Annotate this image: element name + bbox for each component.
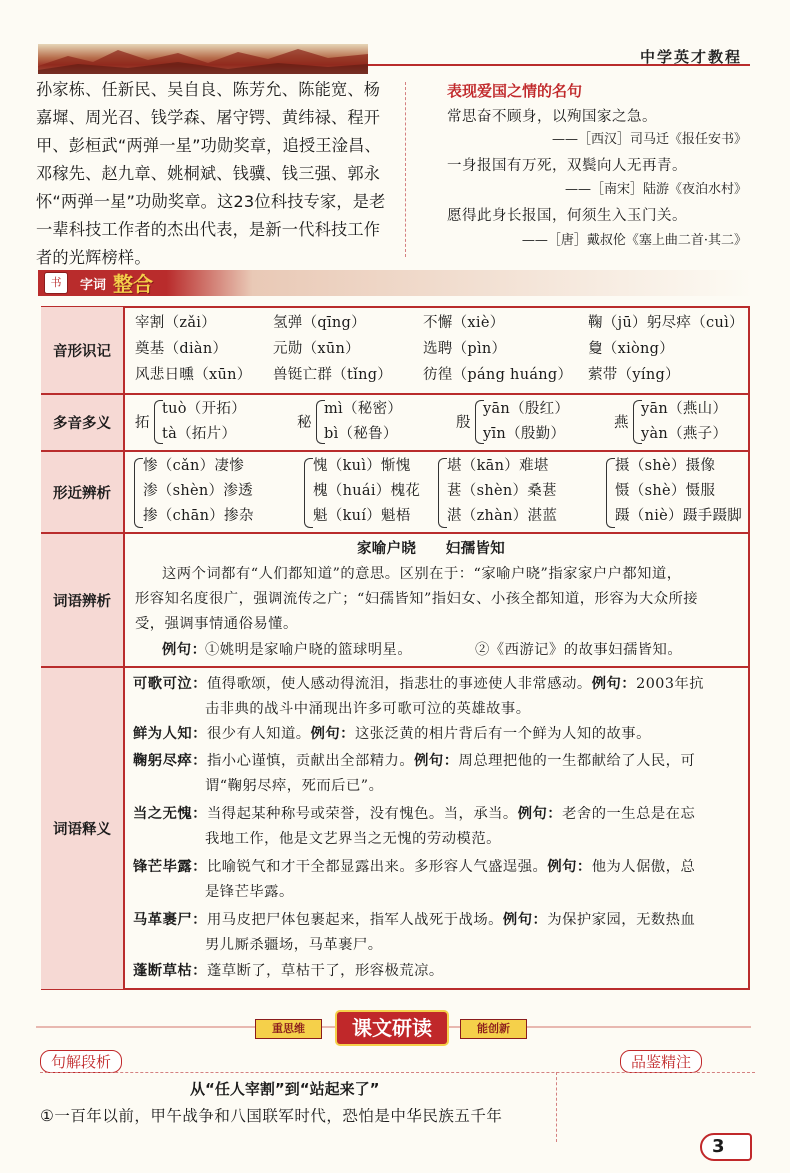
definition-cont: 是锋芒毕露。: [205, 884, 294, 900]
example-label: 例句：: [414, 753, 459, 769]
similar-char: 葚（shèn）桑葚: [447, 483, 557, 499]
polyphone-reading: bì（秘鲁）: [324, 426, 398, 442]
similar-char: 掺（chān）掺杂: [143, 508, 254, 524]
polyphone-reading: yān（燕山）: [641, 401, 728, 417]
row-header: 形近辨析: [41, 452, 125, 532]
definition: 指小心谨慎，贡献出全部精力。: [206, 753, 415, 769]
term: 鲜为人知：: [133, 726, 207, 742]
polyphone-char: 殷: [456, 415, 471, 431]
book-title: 中学英才教程: [640, 48, 743, 66]
quote-source: ——［西汉］司马迁《报任安书》: [551, 132, 747, 147]
brace-icon: [606, 458, 615, 528]
row-header: 音形识记: [41, 307, 125, 393]
similar-char: 惨（cǎn）凄惨: [143, 458, 245, 474]
similar-char: 湛（zhàn）湛蓝: [447, 508, 558, 524]
dashed-rule: [40, 1072, 755, 1074]
pinyin-item: 奠基（diàn）: [135, 341, 228, 357]
pinyin-item: 宰割（zǎi）: [135, 315, 217, 331]
example-label: 例句：: [517, 806, 563, 822]
brace-icon: [134, 458, 143, 528]
polyphone-reading: mì（秘密）: [324, 401, 403, 417]
intro-paragraph: 孙家栋、任新民、吴自良、陈芳允、陈能宽、杨嘉墀、周光召、钱学森、屠守锷、黄纬禄、程开甲、彭桓武“两弹一星”功勋奖章，追授王淦昌、邓稼先、赵九章、姚桐斌、钱骥、钱三强、郭永怀“两弹一星”功勋奖章。这23位科技专家，是老一辈科技工作者的杰出代表，是新一代科技工作者的光辉榜样。: [36, 80, 386, 267]
pinyin-item: 兽铤亡群（tǐng）: [273, 367, 393, 383]
article-title: 从“任人宰割”到“站起来了”: [190, 1080, 380, 1098]
example-sentence: ①姚明是家喻户晓的篮球明星。: [205, 642, 413, 658]
section-label-small: 字词: [80, 278, 107, 293]
pinyin-item: 选聘（pìn）: [423, 341, 507, 357]
definition-cont: 谓“鞠躬尽瘁，死而后已”。: [205, 778, 384, 794]
quote-line: 愿得此身长报国，何须生入玉门关。: [447, 208, 687, 224]
definition: 比喻锐气和才干全都显露出来。多形容人气盛逞强。: [206, 859, 548, 875]
pinyin-item: 彷徨（páng huáng）: [423, 367, 573, 383]
quote-line: 常思奋不顾身，以殉国家之急。: [447, 109, 657, 125]
similar-char: 堪（kān）难堪: [447, 458, 549, 474]
book-icon: 书: [44, 272, 68, 294]
term: 马革裹尸：: [133, 912, 207, 928]
landscape-banner-icon: [38, 44, 368, 74]
term: 蓬断草枯：: [133, 963, 207, 979]
term: 当之无愧：: [133, 806, 207, 822]
example: 周总理把他的一生都献给了人民，可: [458, 753, 696, 769]
polyphone-reading: yīn（殷勤）: [483, 426, 566, 442]
cibian-line: 形容知名度很广，强调流传之广；“妇孺皆知”指妇女、小孩全都知道，形容为大众所接: [135, 591, 699, 607]
similar-char: 愧（kuì）惭愧: [313, 458, 411, 474]
row-divider: [41, 666, 750, 668]
pinyin-item: 萦带（yíng）: [588, 367, 680, 383]
polyphone-reading: yān（殷红）: [483, 401, 570, 417]
pinyin-item: 不懈（xiè）: [423, 315, 505, 331]
example-label: 例句：: [502, 912, 548, 928]
definition-item: [133, 749, 745, 774]
article-text: ①一百年以前，甲午战争和八国联军时代，恐怕是中华民族五千年: [40, 1107, 503, 1125]
tag-left: 重思维: [255, 1019, 322, 1039]
similar-char: 蹑（niè）蹑手蹑脚: [615, 508, 743, 524]
quote-source: ——［南宋］陆游《夜泊水村》: [564, 182, 747, 197]
similar-char: 慑（shè）慑服: [615, 483, 716, 499]
definition-item: [133, 959, 745, 984]
pinyin-item: 敻（xiòng）: [588, 341, 675, 357]
row-divider: [41, 450, 750, 452]
example-label: 例句：: [162, 642, 207, 658]
similar-char: 渗（shèn）渗透: [143, 483, 253, 499]
cibian-title: 家喻户晓 妇孺皆知: [357, 541, 505, 557]
definition-item: [133, 672, 745, 697]
definition-cont: 我地工作，他是文艺界当之无愧的劳动模范。: [205, 831, 501, 847]
cibian-line: 这两个词都有“人们都知道”的意思。区别在于：“家喻户晓”指家家户户都知道，: [162, 566, 682, 582]
example-label: 例句：: [547, 859, 592, 875]
example: 2003年抗: [636, 676, 705, 692]
polyphone-char: 拓: [135, 415, 150, 431]
example: 为保护家园，无数热血: [547, 912, 696, 928]
brace-icon: [304, 458, 313, 528]
definition-item: [133, 722, 745, 747]
definition-cont: 击非典的战斗中涌现出许多可歌可泣的英雄故事。: [205, 701, 531, 717]
section-heading: 课文研读: [337, 1012, 447, 1044]
similar-char: 摄（shè）摄像: [615, 458, 716, 474]
row-header: 多音多义: [41, 395, 125, 450]
definition-item: [133, 802, 745, 827]
polyphone-reading: tuò（开拓）: [162, 401, 246, 417]
row-divider: [41, 532, 750, 534]
pinyin-item: 鞠（jū）躬尽瘁（cuì）: [588, 315, 744, 331]
example: 他为人倨傲，总: [591, 859, 696, 875]
dashed-divider: [556, 1072, 558, 1142]
label-notes: 品鉴精注: [620, 1050, 702, 1073]
definition: 当得起某种称号或荣誉，没有愧色。当，承当。: [206, 806, 518, 822]
example-label: 例句：: [591, 676, 637, 692]
section-label-big: 整合: [113, 272, 153, 296]
definition: 值得歌颂，使人感动得流泪，指悲壮的事迹使人非常感动。: [206, 676, 592, 692]
example-sentence: ②《西游记》的故事妇孺皆知。: [475, 642, 683, 658]
label-analysis: 句解段析: [40, 1050, 122, 1073]
polyphone-char: 秘: [297, 415, 312, 431]
cibian-line: 受，强调事情通俗易懂。: [135, 616, 298, 632]
polyphone-char: 燕: [614, 415, 629, 431]
brace-icon: [438, 458, 447, 528]
quote-source: ——［唐］戴叔伦《塞上曲二首·其二》: [521, 233, 747, 248]
similar-char: 槐（huái）槐花: [313, 483, 421, 499]
row-divider: [41, 393, 750, 395]
definition-item: [133, 908, 745, 933]
definition-item: [133, 855, 745, 880]
pinyin-item: 氢弹（qīng）: [273, 315, 366, 331]
definition-cont: 男儿厮杀疆场，马革裹尸。: [205, 937, 383, 953]
definition: 很少有人知道。: [206, 726, 311, 742]
polyphone-reading: tà（拓片）: [162, 426, 237, 442]
definition: 蓬草断了，草枯干了，形容极荒凉。: [206, 963, 444, 979]
pinyin-item: 元勋（xūn）: [273, 341, 360, 357]
similar-char: 魁（kuí）魁梧: [313, 508, 411, 524]
quote-line: 一身报国有万死，双鬓向人无再青。: [447, 158, 687, 174]
quote-divider: [405, 82, 407, 257]
pinyin-item: 风悲日曛（xūn）: [135, 367, 252, 383]
row-header: 词语释义: [41, 668, 125, 989]
example: 这张泛黄的相片背后有一个鲜为人知的故事。: [354, 726, 651, 742]
term: 锋芒毕露：: [133, 859, 207, 875]
example: 老舍的一生总是在忘: [562, 806, 696, 822]
page-number: 3: [700, 1133, 752, 1161]
definition: 用马皮把尸体包裹起来，指军人战死于战场。: [206, 912, 503, 928]
row-header: 词语辨析: [41, 534, 125, 666]
example-label: 例句：: [310, 726, 355, 742]
term: 鞠躬尽瘁：: [133, 753, 207, 769]
tag-right: 能创新: [460, 1019, 527, 1039]
term: 可歌可泣：: [133, 676, 207, 692]
polyphone-reading: yàn（燕子）: [641, 426, 728, 442]
quote-title: 表现爱国之情的名句: [447, 82, 583, 100]
